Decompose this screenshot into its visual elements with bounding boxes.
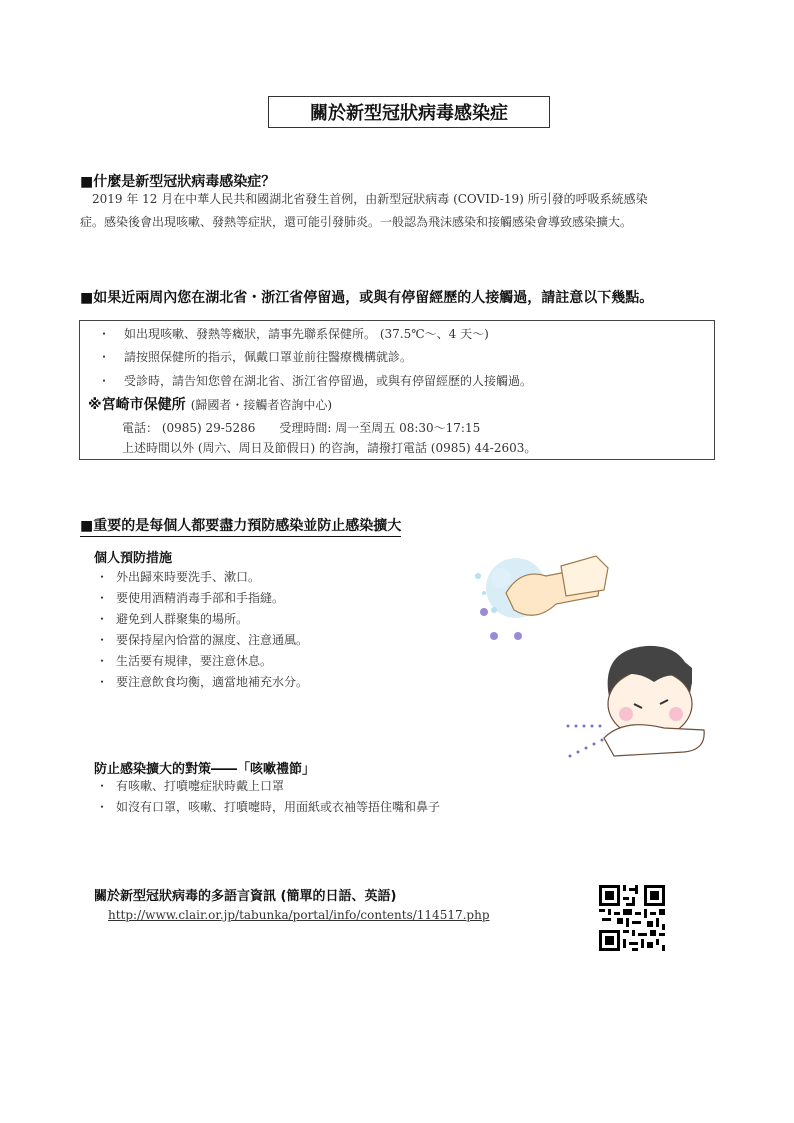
section1-line1: 2019 年 12 月在中華人民共和國湖北省發生首例，由新型冠狀病毒 (COVID-19) 所引發的呼吸系統感染 (92, 192, 648, 206)
list-item: ・ 要注意飲食均衡，適當地補充水分。 (96, 675, 309, 689)
list-item: ・ 有咳嗽、打噴嚏症狀時戴上口罩 (96, 779, 285, 793)
section1-heading: ■什麼是新型冠狀病毒感染症？ (80, 174, 276, 190)
list-item: ・ 如沒有口罩，咳嗽、打噴嚏時，用面紙或衣袖等捂住嘴和鼻子 (96, 800, 441, 814)
notice-box (79, 320, 715, 460)
phone-line: 電話： (0985) 29-5286 受理時間: 周一至周五 08:30～17:15 (122, 421, 481, 435)
hand-washing-illustration (466, 548, 616, 648)
qr-code-icon (596, 882, 668, 954)
personal-measures-list (96, 567, 308, 693)
multilingual-info-title: 關於新型冠狀病毒的多語言資訊 (簡單的日語、英語) (94, 889, 397, 904)
after-hours-line: 上述時間以外 (周六、周日及節假日) 的咨詢，請撥打電話 (0985) 44-2603。 (122, 441, 537, 455)
list-item: ・ 避免到人群聚集的場所。 (96, 612, 249, 626)
document-title: 關於新型冠狀病毒感染症 (268, 96, 550, 128)
section2-heading: ■如果近兩周內您在湖北省・浙江省停留過，或與有停留經歷的人接觸過，請註意以下幾點。 (80, 290, 654, 306)
list-item: ・ 外出歸來時要洗手、漱口。 (96, 570, 261, 584)
notice-item: ・ 受診時，請告知您曾在湖北省、浙江省停留過，或與有停留經歷的人接觸過。 (98, 374, 533, 388)
list-item: ・ 要保持屋內恰當的濕度、注意通風。 (96, 633, 309, 647)
health-office-name: ※宮崎市保健所 (88, 397, 186, 413)
cough-etiquette-title: 防止感染擴大的對策――「咳嗽禮節」 (94, 762, 316, 777)
section3-heading: ■重要的是每個人都要盡力預防感染並防止感染擴大 (80, 515, 401, 537)
coughing-person-illustration (564, 638, 714, 758)
list-item: ・ 要使用酒精消毒手部和手指縫。 (96, 591, 285, 605)
cough-etiquette-list (96, 776, 440, 818)
section1-paragraph (80, 188, 720, 234)
personal-measures-title: 個人預防措施 (94, 551, 173, 566)
list-item: ・ 生活要有規律，要注意休息。 (96, 654, 273, 668)
section1-line2: 症。感染後會出現咳嗽、發熱等症狀，還可能引發肺炎。一般認為飛沫感染和接觸感染會導致感染擴大。 (80, 215, 633, 229)
notice-item: ・ 請按照保健所的指示，佩戴口罩並前往醫療機構就診。 (98, 350, 413, 364)
health-office-subtitle: (歸國者・接觸者咨詢中心) (190, 398, 333, 412)
health-office (88, 394, 332, 414)
multilingual-info-link[interactable]: http://www.clair.or.jp/tabunka/portal/info/contents/114517.php (108, 908, 490, 922)
notice-item: ・ 如出現咳嗽、發熱等癥狀，請事先聯系保健所。 (37.5℃～、4 天～) (98, 327, 489, 341)
